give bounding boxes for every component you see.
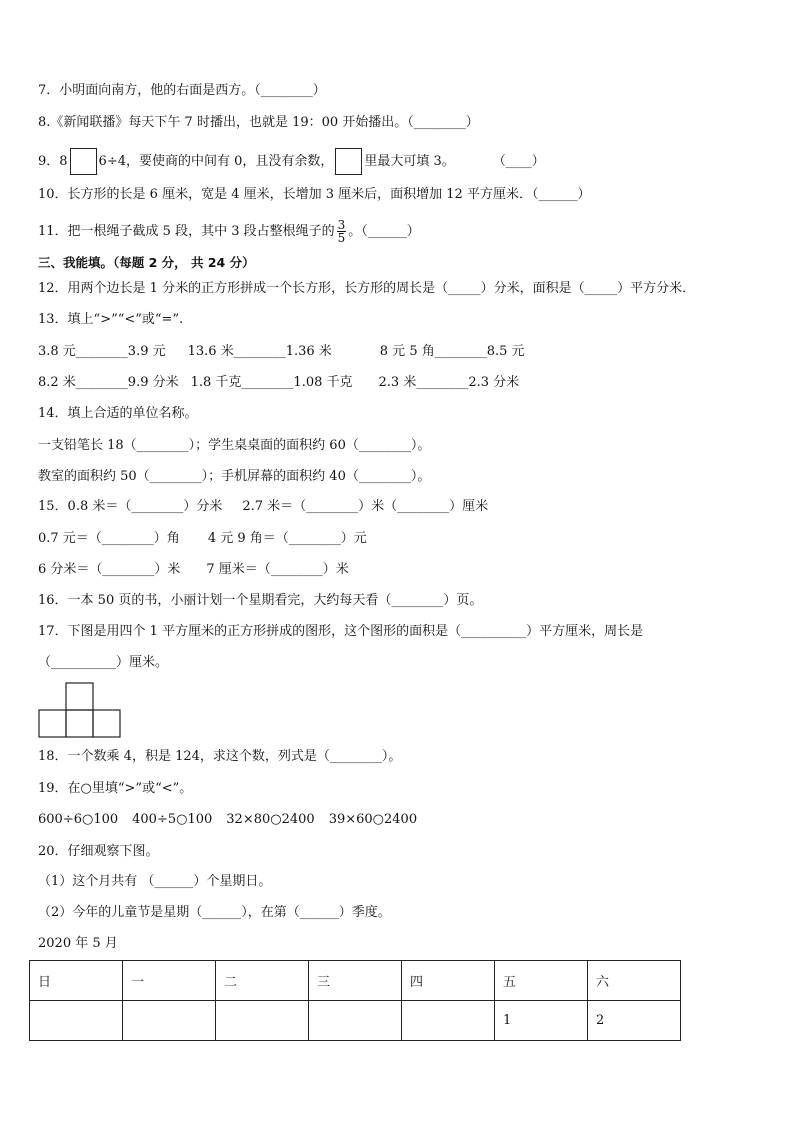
weekday-cell: 二	[216, 961, 309, 1001]
compare-item: 32×80○2400	[226, 812, 315, 827]
question-16: 16．一本 50 页的书，小丽计划一个星期看完，大约每天看（________）页。	[38, 593, 483, 608]
date-cell: 2	[588, 1001, 681, 1041]
q11-part-a: 11．把一根绳子截成 5 段，其中 3 段占整根绳子的	[38, 224, 335, 239]
q9-part-a: 9．8	[38, 154, 68, 169]
weekday-cell: 一	[123, 961, 216, 1001]
conversion-item: 6 分米＝（________）米	[38, 562, 181, 577]
q13-row-1	[38, 343, 525, 361]
question-18: 18．一个数乘 4，积是 124，求这个数，列式是（________）。	[38, 749, 402, 764]
question-19: 19．在○里填“>”或“<”。	[38, 781, 193, 796]
q14-row-1: 一支铅笔长 18（________）；学生桌桌面的面积约 60（________）。	[38, 438, 431, 453]
answer-box	[335, 148, 362, 175]
q11-part-b: 。（______）	[348, 224, 420, 239]
calendar-header-row	[30, 961, 681, 1001]
question-17-cont: （__________）厘米。	[38, 655, 169, 670]
unit-square	[39, 710, 66, 737]
answer-box	[70, 148, 97, 175]
conversion-item: 2.7 米＝（________）米（________）厘米	[242, 499, 489, 514]
question-9	[38, 148, 545, 175]
q15-row-2	[38, 530, 367, 548]
conversion-item: 4 元 9 角＝（________）元	[207, 531, 367, 546]
q9-part-b: 6÷4，要使商的中间有 0，且没有余数，	[98, 154, 334, 169]
unit-square	[66, 683, 93, 710]
question-7: 7．小明面向南方，他的右面是西方。（________）	[38, 83, 326, 98]
question-17: 17．下图是用四个 1 平方厘米的正方形拼成的图形，这个图形的面积是（__________）平方厘米，周长是	[38, 624, 644, 639]
q15-row-3	[38, 561, 349, 579]
q20-part-1: （1）这个月共有 （______）个星期日。	[38, 874, 272, 889]
compare-item: 2.3 米________2.3 分米	[378, 375, 520, 390]
date-cell	[216, 1001, 309, 1041]
weekday-cell: 四	[402, 961, 495, 1001]
date-cell	[309, 1001, 402, 1041]
question-14: 14．填上合适的单位名称。	[38, 406, 198, 421]
calendar-title: 2020 年 5 月	[38, 936, 118, 951]
date-cell	[30, 1001, 123, 1041]
question-12: 12．用两个边长是 1 分米的正方形拼成一个长方形，长方形的周长是（_____）分米，面积是（_____）平方分米．	[38, 281, 696, 296]
compare-item: 8.2 米________9.9 分米	[38, 375, 179, 390]
conversion-item: 0.7 元＝（________）角	[38, 531, 180, 546]
weekday-cell: 六	[588, 961, 681, 1001]
compare-item: 1.8 千克________1.08 千克	[190, 375, 353, 390]
compare-item: 8 元 5 角________8.5 元	[379, 344, 525, 359]
square-shape-figure	[38, 682, 122, 740]
compare-item: 600÷6○100	[38, 812, 119, 827]
compare-item: 13.6 米________1.36 米	[187, 344, 332, 359]
date-cell	[402, 1001, 495, 1041]
date-cell: 1	[495, 1001, 588, 1041]
q20-part-2: （2）今年的儿童节是星期（______），在第（______）季度。	[38, 905, 391, 920]
question-20: 20．仔细观察下图。	[38, 844, 159, 859]
question-10: 10．长方形的长是 6 厘米，宽是 4 厘米，长增加 3 厘米后，面积增加 12 平方厘米．（______）	[38, 187, 591, 202]
q15-row-1	[38, 498, 488, 516]
q9-part-c: 里最大可填 3。	[364, 154, 455, 169]
conversion-item: 7 厘米＝（________）米	[206, 562, 349, 577]
fraction-denominator: 5	[337, 231, 346, 245]
calendar-table	[29, 960, 681, 1041]
q9-part-d: （____）	[492, 154, 545, 169]
q13-row-2	[38, 374, 519, 392]
unit-square	[66, 710, 93, 737]
weekday-cell: 五	[495, 961, 588, 1001]
compare-item: 400÷5○100	[132, 812, 213, 827]
q14-row-2: 教室的面积约 50（________）；手机屏幕的面积约 40（________）。	[38, 469, 431, 484]
section-heading: 三、我能填。（每题 2 分， 共 24 分）	[38, 255, 255, 270]
weekday-cell: 日	[30, 961, 123, 1001]
calendar-row	[30, 1001, 681, 1041]
fraction-numerator: 3	[337, 218, 346, 232]
question-8: 8.《新闻联播》每天下午 7 时播出，也就是 19：00 开始播出。（________）	[38, 115, 479, 130]
date-cell	[123, 1001, 216, 1041]
weekday-cell: 三	[309, 961, 402, 1001]
fraction	[337, 219, 347, 244]
unit-square	[93, 710, 120, 737]
compare-item: 3.8 元________3.9 元	[38, 344, 166, 359]
conversion-item: 15．0.8 米＝（________）分米	[38, 499, 223, 514]
question-13: 13．填上“>”“<”或“=”.	[38, 312, 184, 327]
q19-row	[38, 811, 417, 829]
question-11	[38, 218, 420, 246]
compare-item: 39×60○2400	[328, 812, 418, 827]
